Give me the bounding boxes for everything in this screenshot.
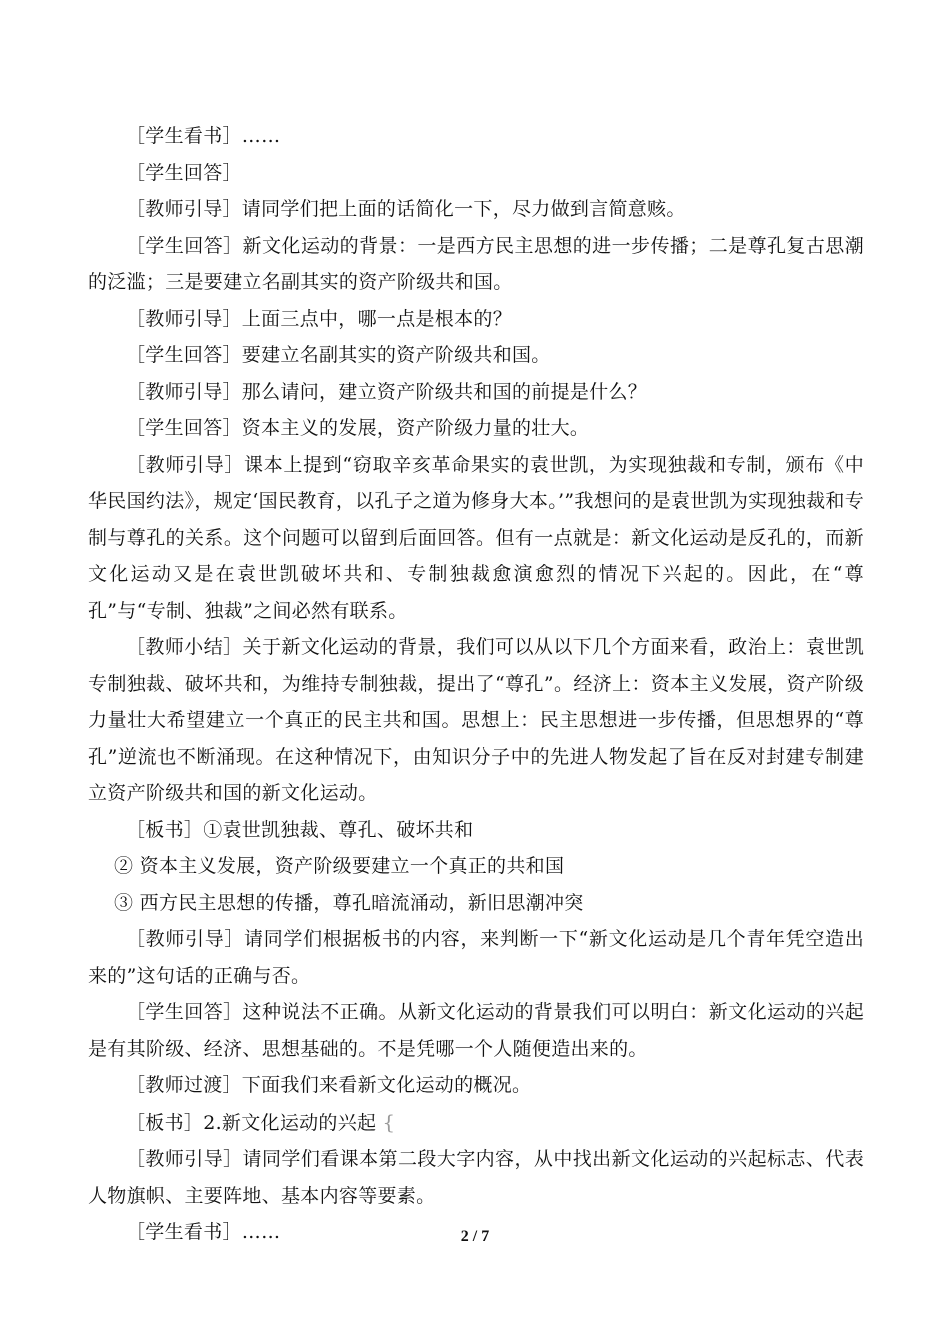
paragraph: ［教师引导］那么请问，建立资产阶级共和国的前提是什么？ [126, 380, 648, 403]
paragraph: ［学生回答］新文化运动的背景：一是西方民主思想的进一步传播；二是尊孔复古思潮的泛滥；三是要建立名副其实的资产阶级共和国。 [88, 234, 864, 293]
document-body [88, 118, 864, 1251]
paragraph: ［板书］2.新文化运动的兴起 [126, 1111, 377, 1134]
paragraph: ［学生看书］…… [126, 125, 281, 147]
paragraph: ［板书］①袁世凯独裁、尊孔、破坏共和 [126, 818, 474, 841]
paragraph: ［教师引导］请同学们把上面的话简化一下，尽力做到言简意赅。 [126, 198, 686, 220]
paragraph: ［教师引导］上面三点中，哪一点是根本的？ [126, 307, 513, 330]
paragraph: ［学生回答］这种说法不正确。从新文化运动的背景我们可以明白：新文化运动的兴起是有其阶级、经济、思想基础的。不是凭哪一个人随便造出来的。 [88, 1001, 864, 1060]
paragraph: ［教师引导］课本上提到“窃取辛亥革命果实的袁世凯，为实现独裁和专制，颁布《中华民国约法》，规定‘国民教育，以孔子之道为修身大本。’”我想问的是袁世凯为实现独裁和专制与尊孔的关系。这个问题可以留到后面回答。但有一点就是：新文化运动是反孔的，而新文化运动又是在袁世凯破坏共和、专制独裁愈演愈烈的情况下兴起的。因此，在“尊孔”与“专制、独裁”之间必然有联系。 [88, 453, 864, 622]
paragraph: ［学生回答］ [126, 161, 242, 184]
paragraph: ［教师过渡］下面我们来看新文化运动的概况。 [126, 1074, 532, 1096]
paragraph: ［教师引导］请同学们根据板书的内容，来判断一下“新文化运动是几个青年凭空造出来的”这句话的正确与否。 [88, 928, 864, 987]
page-number: 2 / 7 [460, 1228, 490, 1245]
paragraph: ［教师小结］关于新文化运动的背景，我们可以从以下几个方面来看，政治上：袁世凯专制独裁、破坏共和，为维持专制独裁，提出了“尊孔”。经济上：资本主义发展，资产阶级力量壮大希望建立一个真正的民主共和国。思想上：民主思想进一步传播，但思想界的“尊孔”逆流也不断涌现。在这种情况下，由知识分子中的先进人物发起了旨在反对封建专制建立资产阶级共和国的新文化运动。 [88, 636, 864, 804]
paragraph: ③ 西方民主思想的传播，尊孔暗流涌动，新旧思潮冲突 [114, 891, 584, 914]
paragraph: ［学生看书］…… [126, 1221, 281, 1243]
paragraph: ［学生回答］资本主义的发展，资产阶级力量的壮大。 [126, 417, 590, 439]
paragraph: ［教师引导］请同学们看课本第二段大字内容，从中找出新文化运动的兴起标志、代表人物旗帜、主要阵地、基本内容等要素。 [88, 1148, 864, 1207]
blackboard-heading-line [88, 1104, 864, 1142]
paragraph: ② 资本主义发展，资产阶级要建立一个真正的共和国 [114, 855, 565, 877]
brace-glyph: { [382, 1109, 396, 1134]
paragraph: ［学生回答］要建立名副其实的资产阶级共和国。 [126, 344, 551, 366]
